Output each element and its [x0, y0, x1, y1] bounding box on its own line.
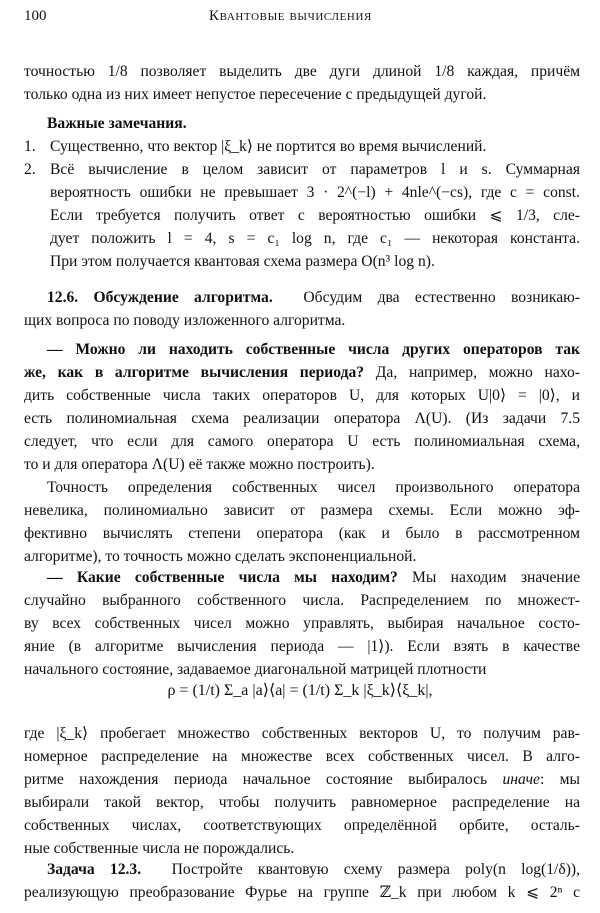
text-line: точностью 1/8 позволяет выделить две дуги длиной 1/8 каждая, причём	[24, 63, 580, 80]
text-line: начального состояние, задаваемое диагональной матрицей плотности	[24, 661, 487, 678]
text-line: вероятность ошибки не превышает 3 · 2^(−l) + 4nle^(−cs), где c = const.	[50, 184, 580, 201]
q1-line: — Можно ли находить собственные числа других операторов так	[47, 341, 580, 358]
running-title: Квантовые вычисления	[209, 8, 372, 24]
section-title: 12.6. Обсуждение алгоритма.	[47, 289, 273, 306]
text-line: есть полиномиальная схема реализации оператора Λ(U). (Из задачи 7.5	[24, 410, 580, 427]
text-line: ритме нахождения периода начальное состояние выбиралось иначе: мы	[24, 771, 581, 788]
text-line: Точность определения собственных чисел произвольного оператора	[47, 479, 580, 496]
text-line: фективно вычислять степени оператора (как и было в рассмотренном	[24, 525, 580, 542]
text-line: где |ξ_k⟩ пробегает множество собственных векторов U, то получим рав-	[24, 725, 580, 742]
remarks-block	[24, 112, 580, 273]
question-1	[24, 338, 580, 568]
text-line: При этом получается квантовая схема размера O(n³ log n).	[50, 253, 435, 270]
question-2	[24, 566, 580, 681]
text-line: ву всех собственных чисел можно управлять, выбирая начальное состо-	[24, 615, 580, 632]
text-line: реализующую преобразование Фурье на группе ℤ_k при любом k ⩽ 2ⁿ с	[24, 884, 580, 901]
text-line: случайно выбранного собственного числа. Распределением по множест-	[24, 592, 580, 609]
text-line: яние (в алгоритме вычисления периода — |1⟩). Если взять в качестве	[24, 638, 580, 655]
task-line: Задача 12.3. Постройте квантовую схему размера poly(n log(1/δ)),	[47, 861, 580, 878]
section-title-line: 12.6. Обсуждение алгоритма. Обсудим два естественно возникаю-	[47, 289, 581, 306]
text-line: Если требуется получить ответ с вероятностью ошибки ⩽ 1/3, сле-	[50, 207, 580, 224]
text-line: только одна из них имеет непустое пересечение с предыдущей дугой.	[24, 86, 487, 103]
text-line: невелика, полиномиально зависит от размера схемы. Если можно эф-	[24, 502, 580, 519]
text-line: номерное распределение на множестве всех собственных чисел. В алго-	[24, 748, 580, 765]
q1-line: же, как в алгоритме вычисления периода? Да, например, можно нахо-	[24, 364, 580, 381]
intro-paragraph	[24, 60, 580, 106]
task-12-3	[24, 858, 580, 904]
text-line: то и для оператора Λ(U) её также можно построить).	[24, 456, 375, 473]
text-line: ные собственные числа не порождались.	[24, 840, 295, 857]
remark-item-2: 2. Всё вычисление в целом зависит от параметров l и s. Суммарная	[24, 161, 580, 178]
text-line: алгоритме), то точность можно сделать экспоненциальной.	[24, 548, 417, 565]
text-line: щих вопроса по поводу изложенного алгоритма.	[24, 312, 346, 329]
text-line: следует, что если для самого оператора U есть полиномиальная схема,	[24, 433, 580, 450]
page-header	[24, 8, 576, 30]
task-title: Задача 12.3.	[47, 861, 142, 878]
remark-item-1: 1. Существенно, что вектор |ξ_k⟩ не портится во время вычислений.	[24, 138, 487, 155]
text-line: дить собственные числа таких операторов U, для которых U|0⟩ = |0⟩, и	[24, 387, 580, 404]
section-12-6	[24, 286, 580, 332]
text-line: дует положить l = 4, s = c₁ log n, где c₁ — некоторая константа.	[50, 230, 580, 247]
remarks-heading: Важные замечания.	[47, 115, 187, 132]
page-number: 100	[24, 8, 47, 24]
density-matrix-formula: ρ = (1/t) Σ_a |a⟩⟨a| = (1/t) Σ_k |ξ_k⟩⟨ξ_k|,	[167, 682, 433, 699]
question-2-continued	[24, 722, 580, 860]
q2-line: — Какие собственные числа мы находим? Мы находим значение	[47, 569, 580, 586]
text-line: собственных числах, соответствующих определённой орбите, осталь-	[24, 817, 580, 834]
text-line: выбирали такой вектор, чтобы получить равномерное распределение на	[24, 794, 580, 811]
